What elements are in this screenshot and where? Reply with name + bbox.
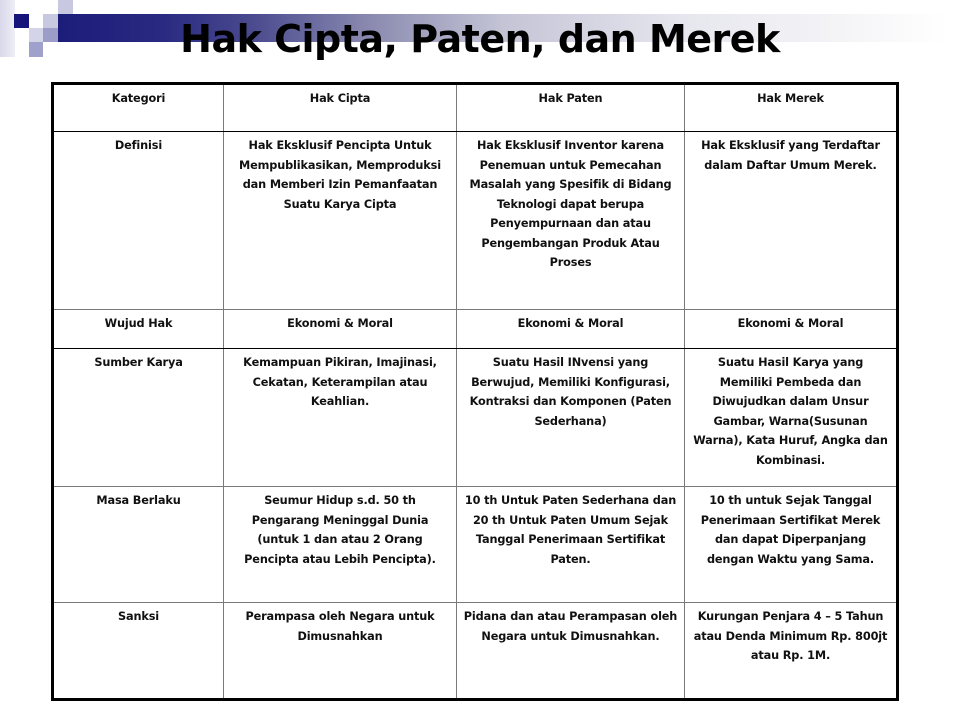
cell-hak-cipta: Perampasa oleh Negara untuk Dimusnahkan [224, 603, 457, 700]
cell-category: Definisi [53, 132, 224, 310]
cell-hak-paten: Ekonomi & Moral [457, 310, 685, 349]
cell-category: Sanksi [53, 603, 224, 700]
cell-hak-cipta: Seumur Hidup s.d. 50 th Pengarang Meninggal Dunia (untuk 1 dan atau 2 Orang Pencipta atau Lebih Pencipta). [224, 487, 457, 603]
cell-category: Sumber Karya [53, 349, 224, 487]
table-row-definisi [53, 132, 898, 310]
slide-title: Hak Cipta, Paten, dan Merek [180, 17, 780, 61]
cell-hak-merek: 10 th untuk Sejak Tanggal Penerimaan Sertifikat Merek dan dapat Diperpanjang dengan Waktu yang Sama. [685, 487, 898, 603]
cell-hak-merek: Hak Eksklusif yang Terdaftar dalam Daftar Umum Merek. [685, 132, 898, 310]
header-hak-paten: Hak Paten [457, 84, 685, 132]
table-header-row [53, 84, 898, 132]
cell-hak-cipta: Kemampuan Pikiran, Imajinasi, Cekatan, Keterampilan atau Keahlian. [224, 349, 457, 487]
table-row-masa-berlaku [53, 487, 898, 603]
cell-hak-merek: Suatu Hasil Karya yang Memiliki Pembeda dan Diwujudkan dalam Unsur Gambar, Warna(Susunan Warna), Kata Huruf, Angka dan Kombinasi. [685, 349, 898, 487]
table-row-sanksi [53, 603, 898, 700]
cell-category: Wujud Hak [53, 310, 224, 349]
comparison-table [51, 82, 899, 701]
deco-square-top [58, 0, 73, 14]
cell-hak-cipta: Ekonomi & Moral [224, 310, 457, 349]
header-hak-merek: Hak Merek [685, 84, 898, 132]
cell-hak-paten: Hak Eksklusif Inventor karena Penemuan untuk Pemecahan Masalah yang Spesifik di Bidang Teknologi dapat berupa Penyempurnaan dan atau Pengembangan Produk Atau Proses [457, 132, 685, 310]
cell-hak-paten: 10 th Untuk Paten Sederhana dan 20 th Untuk Paten Umum Sejak Tanggal Penerimaan Sertifikat Paten. [457, 487, 685, 603]
table-row-sumber-karya [53, 349, 898, 487]
cell-hak-merek: Kurungan Penjara 4 – 5 Tahun atau Denda Minimum Rp. 800jt atau Rp. 1M. [685, 603, 898, 700]
cell-category: Masa Berlaku [53, 487, 224, 603]
cell-hak-cipta: Hak Eksklusif Pencipta Untuk Mempublikasikan, Memproduksi dan Memberi Izin Pemanfaatan Suatu Karya Cipta [224, 132, 457, 310]
cell-hak-merek: Ekonomi & Moral [685, 310, 898, 349]
header-kategori: Kategori [53, 84, 224, 132]
cell-hak-paten: Suatu Hasil INvensi yang Berwujud, Memiliki Konfigurasi, Kontraksi dan Komponen (Paten Sederhana) [457, 349, 685, 487]
cell-hak-paten: Pidana dan atau Perampasan oleh Negara untuk Dimusnahkan. [457, 603, 685, 700]
header-hak-cipta: Hak Cipta [224, 84, 457, 132]
table-row-wujud-hak [53, 310, 898, 349]
